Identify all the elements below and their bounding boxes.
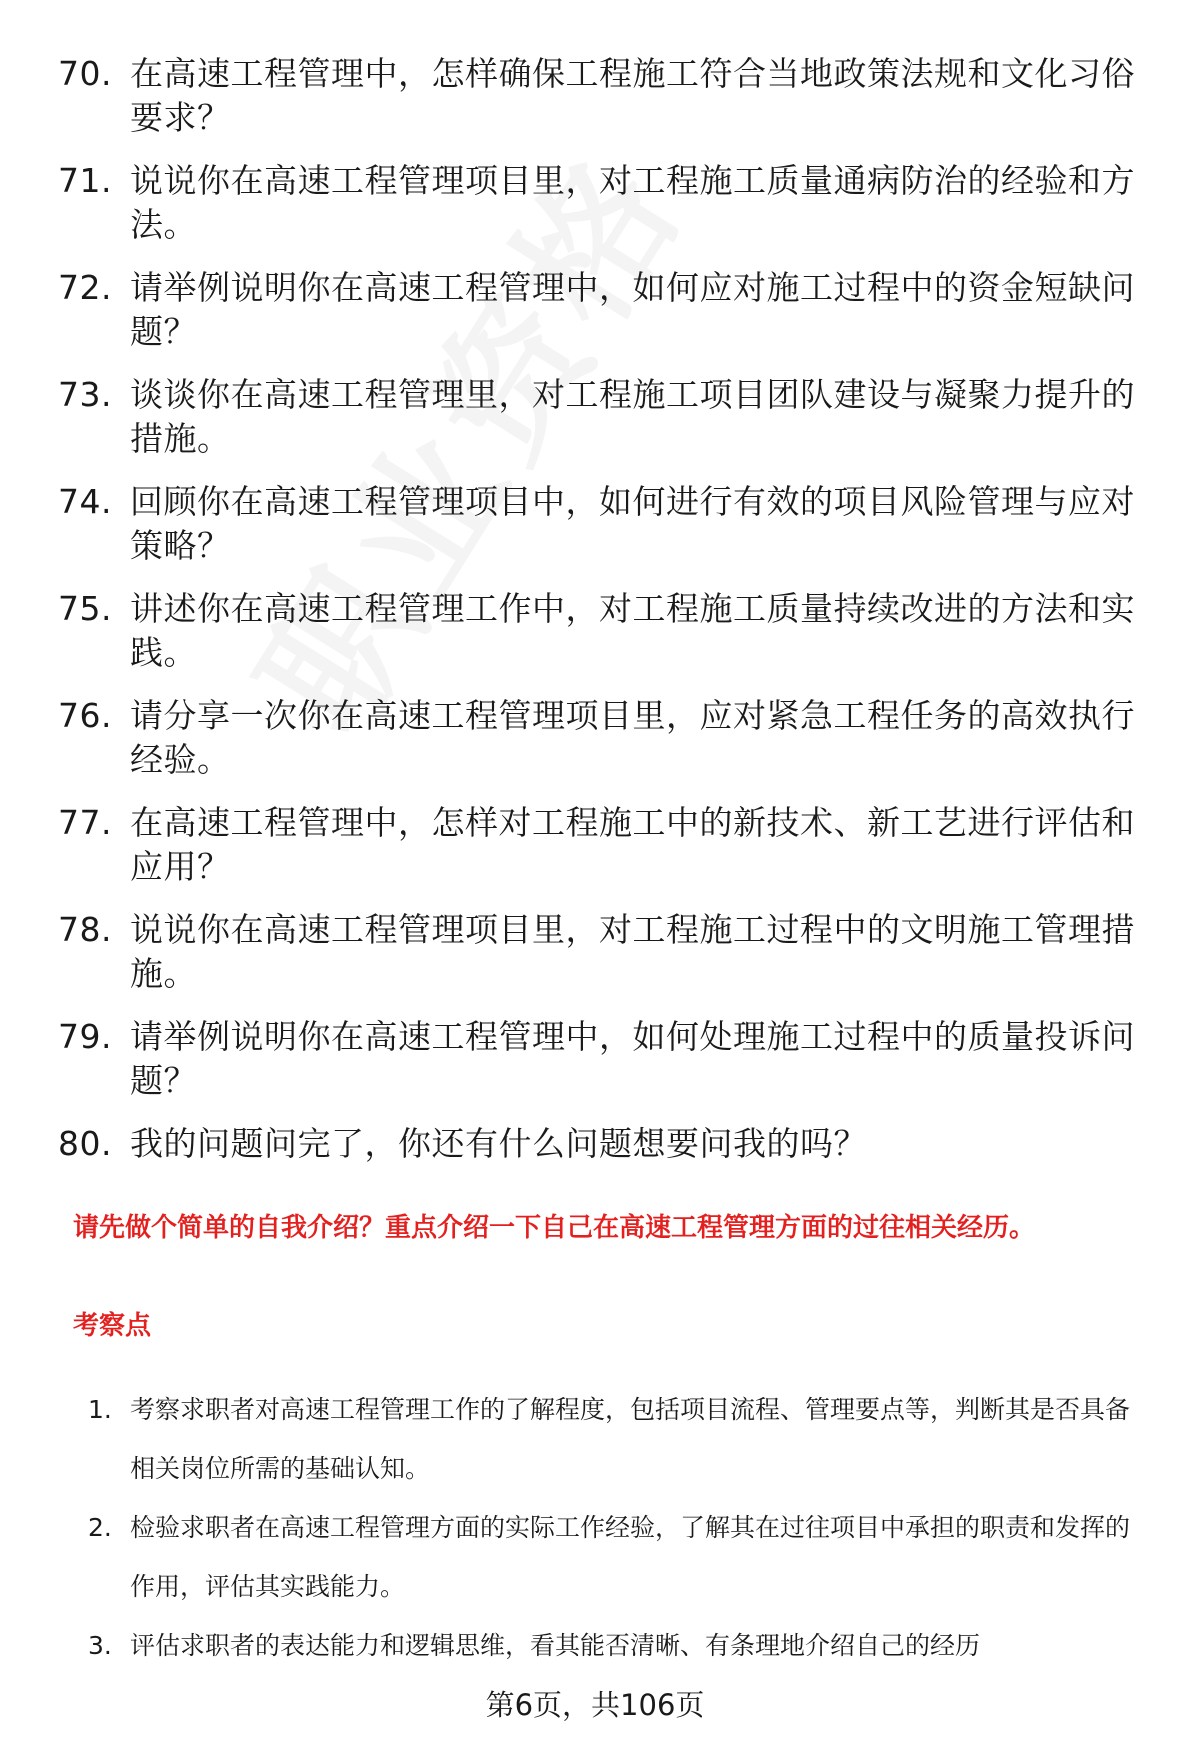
page-footer: 第6页，共106页 [485, 1688, 705, 1722]
question-item [58, 373, 1148, 461]
question-text: 在高速工程管理中，怎样对工程施工中的新技术、新工艺进行评估和应用？ [130, 803, 1135, 886]
question-list [58, 52, 1148, 1185]
question-text: 在高速工程管理中，怎样确保工程施工符合当地政策法规和文化习俗要求？ [130, 54, 1135, 137]
subsection-title: 考察点 [73, 1311, 152, 1341]
question-number: 77. [58, 803, 112, 842]
assessment-point-text: 检验求职者在高速工程管理方面的实际工作经验，了解其在过往项目中承担的职责和发挥的作用，评估其实践能力。 [130, 1513, 1131, 1601]
question-number: 78. [58, 910, 112, 949]
question-number: 72. [58, 268, 112, 307]
question-item [58, 801, 1148, 889]
question-text: 回顾你在高速工程管理项目中，如何进行有效的项目风险管理与应对策略？ [130, 482, 1135, 565]
question-number: 76. [58, 696, 112, 735]
assessment-point-text: 评估求职者的表达能力和逻辑思维，看其能否清晰、有条理地介绍自己的经历 [130, 1631, 981, 1660]
assessment-point [88, 1380, 1148, 1498]
question-text: 讲述你在高速工程管理工作中，对工程施工质量持续改进的方法和实践。 [130, 589, 1135, 672]
question-item [58, 52, 1148, 140]
question-text: 谈谈你在高速工程管理里，对工程施工项目团队建设与凝聚力提升的措施。 [130, 375, 1135, 458]
question-text: 我的问题问完了，你还有什么问题想要问我的吗？ [130, 1124, 867, 1163]
question-number: 73. [58, 375, 112, 414]
question-text: 请举例说明你在高速工程管理中，如何应对施工过程中的资金短缺问题？ [130, 268, 1135, 351]
question-text: 请举例说明你在高速工程管理中，如何处理施工过程中的质量投诉问题？ [130, 1017, 1135, 1100]
question-item [58, 1015, 1148, 1103]
question-number: 74. [58, 482, 112, 521]
assessment-point-number: 1. [88, 1395, 112, 1424]
question-item [58, 587, 1148, 675]
question-number: 75. [58, 589, 112, 628]
question-item [58, 159, 1148, 247]
assessment-point-number: 3. [88, 1631, 112, 1660]
question-number: 80. [58, 1124, 112, 1163]
question-text: 说说你在高速工程管理项目里，对工程施工质量通病防治的经验和方法。 [130, 161, 1135, 244]
assessment-point-text: 考察求职者对高速工程管理工作的了解程度，包括项目流程、管理要点等，判断其是否具备相关岗位所需的基础认知。 [130, 1395, 1131, 1483]
question-text: 请分享一次你在高速工程管理项目里，应对紧急工程任务的高效执行经验。 [130, 696, 1135, 779]
question-item [58, 266, 1148, 354]
assessment-points-list [88, 1380, 1148, 1675]
question-number: 79. [58, 1017, 112, 1056]
assessment-point [88, 1498, 1148, 1616]
question-item [58, 1122, 1148, 1166]
question-item [58, 694, 1148, 782]
question-text: 说说你在高速工程管理项目里，对工程施工过程中的文明施工管理措施。 [130, 910, 1135, 993]
question-number: 71. [58, 161, 112, 200]
question-number: 70. [58, 54, 112, 93]
section-title: 请先做个简单的自我介绍？重点介绍一下自己在高速工程管理方面的过往相关经历。 [73, 1213, 1036, 1243]
assessment-point-number: 2. [88, 1513, 112, 1542]
question-item [58, 480, 1148, 568]
assessment-point [88, 1616, 1148, 1675]
question-item [58, 908, 1148, 996]
